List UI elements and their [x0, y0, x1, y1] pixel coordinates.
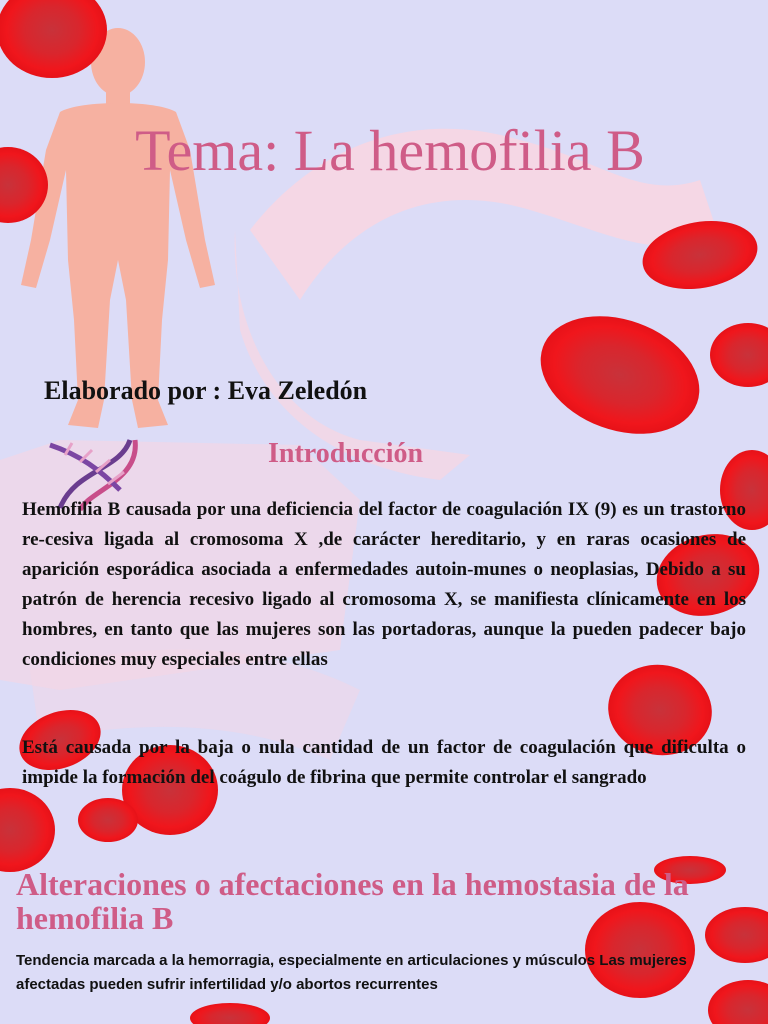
cause-paragraph: Está causada por la baja o nula cantidad de un factor de coagulación que dificulta o impide la formación del coágulo de fibrina que permite controlar el sangrado — [22, 737, 746, 788]
introduction-paragraph: Hemofilia B causada por una deficiencia del factor de coagulación IX (9) es un trastorno re-cesiva ligada al cromosoma X ,de carácter hereditario, y en raras ocasiones de aparición esporádica asociada a enfermedades autoin-munes o neoplasias, Debido a su patrón de herencia recesivo ligado al cromosoma X, se manifiesta clínicamente en los hombres, en tanto que las mujeres son las portadoras, aunque la pueden padecer bajo condiciones muy especiales entre ellas — [22, 499, 746, 670]
author-credit: Elaborado por : Eva Zeledón — [44, 376, 368, 405]
alteraciones-heading: Alteraciones o afectaciones en la hemostasia de la hemofilia B — [16, 866, 689, 936]
page-title: Tema: La hemofilia B — [135, 118, 645, 183]
human-body-illustration — [21, 28, 215, 428]
alteraciones-text: Tendencia marcada a la hemorragia, especialmente en articulaciones y músculos Las mujeres afectadas pueden sufrir infertilidad y/o abortos recurrentes — [16, 952, 687, 993]
introduction-heading: Introducción — [268, 438, 424, 469]
